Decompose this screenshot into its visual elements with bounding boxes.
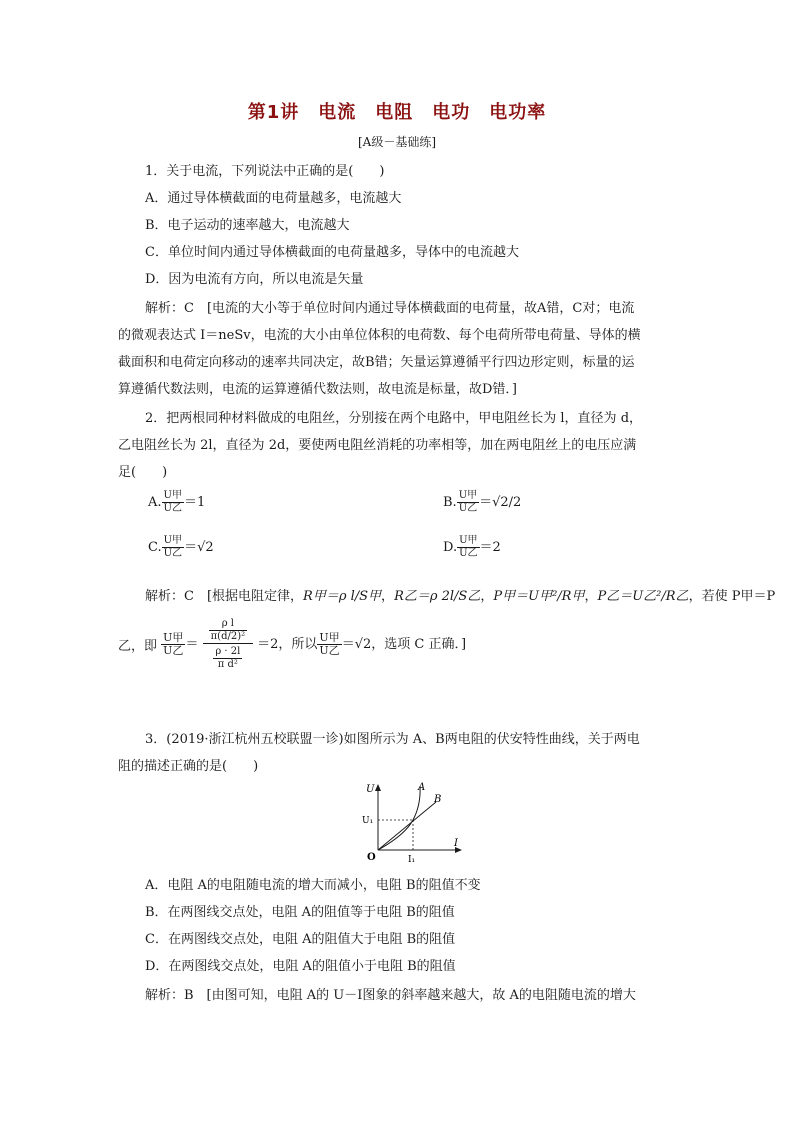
q3-option-c: C．在两图线交点处，电阻 A的阻值大于电阻 B的阻值 (145, 932, 456, 947)
q2-option-a: A. $\frac{\text{U甲}}{\text{U乙}}$ ＝1 (148, 490, 206, 514)
u1-label: U₁ (362, 816, 374, 826)
origin-label: O (367, 852, 376, 863)
u-axis-arrow (375, 784, 381, 791)
q3-stem-2: 阻的描述正确的是( ) (118, 759, 259, 774)
q3-stem-1: 3．(2019·浙江杭州五校联盟一诊)如图所示为 A、B两电阻的伏安特性曲线，关于两电 (145, 732, 640, 747)
q2-stem-2: 乙电阻丝长为 2l，直径为 2d，要使两电阻丝消耗的功率相等，加在两电阻丝上的电压应满 (118, 438, 637, 453)
q2-option-d: D. $\frac{\text{U甲}}{\text{U乙}}$ ＝2 (443, 535, 501, 559)
q1-option-a: A．通过导体横截面的电荷量越多，电流越大 (145, 191, 402, 206)
q1-option-c: C．单位时间内通过导体横截面的电荷量越多，导体中的电流越大 (145, 245, 519, 260)
q1-option-b: B．电子运动的速率越大，电流越大 (145, 218, 350, 233)
q3-option-d: D．在两图线交点处，电阻 A的阻值小于电阻 B的阻值 (145, 959, 456, 974)
q2-answer-line-1: 解析：C [根据电阻定律，R甲＝ρ l/S甲，R乙＝ρ 2l/S乙，P甲＝U甲²/R甲，P乙＝U乙²/R乙，若使 P甲＝P (145, 589, 776, 604)
axis-i-label: I (454, 838, 458, 849)
curve-a-label: A (418, 782, 426, 793)
q3-answer-line-1: 解析：B [由图可知，电阻 A的 U－I图象的斜率越来越大，故 A的电阻随电流的增大 (145, 988, 636, 1003)
page-title: 第1讲 电流 电阻 电功 电功率 (247, 102, 547, 123)
q3-option-b: B．在两图线交点处，电阻 A的阻值等于电阻 B的阻值 (145, 905, 455, 920)
q2-stem-1: 2．把两根同种材料做成的电阻丝，分别接在两个电路中，甲电阻丝长为 l，直径为 d， (145, 411, 643, 426)
q2-option-b: B. $\frac{\text{U甲}}{\text{U乙}}$ ＝√2/2 (443, 490, 522, 514)
axis-u-label: U (366, 784, 375, 795)
q1-stem: 1．关于电流，下列说法中正确的是( ) (145, 164, 385, 179)
q2-option-c: C. $\frac{\text{U甲}}{\text{U乙}}$ ＝√2 (148, 535, 214, 559)
i1-label: I₁ (408, 855, 416, 865)
q3-option-a: A．电阻 A的电阻随电流的增大而减小，电阻 B的阻值不变 (145, 878, 481, 893)
q1-answer-line-3: 截面积和电荷定向移动的速率共同决定，故B错；矢量运算遵循平行四边形定则，标量的运 (118, 355, 635, 370)
q2-stem-3: 足( ) (118, 465, 168, 480)
q2-answer-line-2: 乙，即 $\frac{\text{U甲}}{\text{U乙}}$ ＝ $\frac{\frac{\text{ρ l}}{\text{π(d/2)²}}}{\frac{\rho \cdot 2l}{\text{π d²}}}$ ＝2，所以 $\frac{\text{U甲}}{\text{U乙}}$ ＝√2，选项 C 正确．] (118, 618, 467, 670)
q1-answer-line-1: 解析：C [电流的大小等于单位时间内通过导体横截面的电荷量，故A错，C对；电流 (145, 301, 635, 316)
curve-b (378, 802, 436, 850)
curve-a (378, 786, 420, 850)
q1-option-d: D．因为电流有方向，所以电流是矢量 (145, 272, 364, 287)
curve-b-label: B (434, 794, 442, 805)
q1-answer-line-4: 算遵循代数法则，电流的运算遵循代数法则，故电流是标量，故D错．] (118, 382, 517, 397)
section-subtitle: [A级－基础练] (357, 135, 437, 149)
iu-characteristic-figure (360, 780, 470, 865)
q1-answer-line-2: 的微观表达式 I＝neSv，电流的大小由单位体积的电荷数、每个电荷所带电荷量、导体的横 (118, 328, 641, 343)
